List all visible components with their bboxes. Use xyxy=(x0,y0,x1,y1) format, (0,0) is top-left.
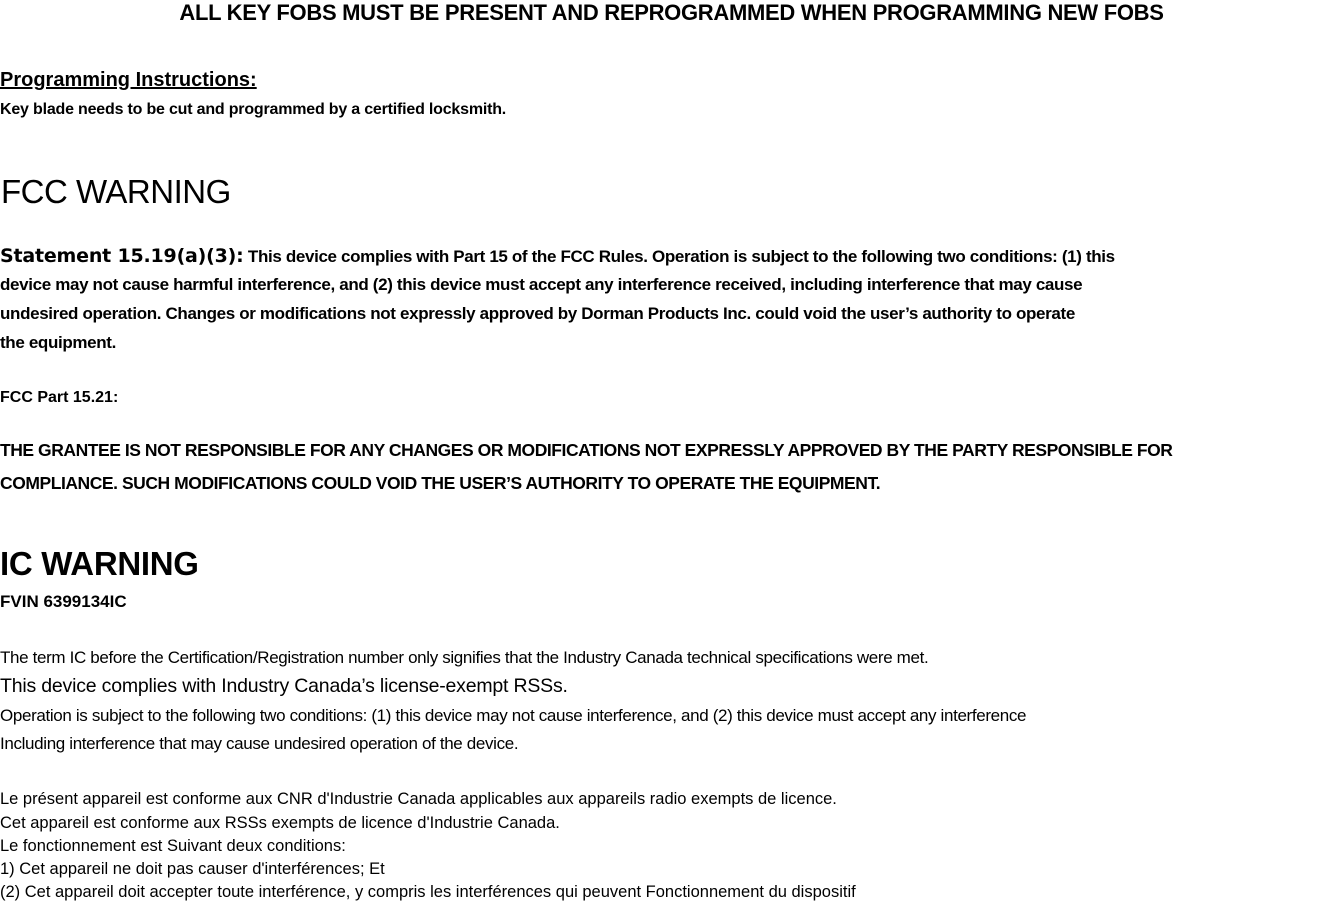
ic-compliance-line: This device complies with Industry Canada’s license-exempt RSSs. xyxy=(0,675,568,697)
french-line: Le fonctionnement est Suivant deux conditions: xyxy=(0,837,346,855)
page-header-notice: ALL KEY FOBS MUST BE PRESENT AND REPROGRAMMED WHEN PROGRAMMING NEW FOBS xyxy=(179,0,1164,25)
ic-term-line: The term IC before the Certification/Registration number only signifies that the Industry Canada technical specifications were met. xyxy=(0,648,929,667)
fcc-statement-line xyxy=(0,245,1115,267)
ic-warning-title: IC WARNING xyxy=(0,545,199,582)
french-line: Le présent appareil est conforme aux CNR d'Industrie Canada applicables aux appareils radio exempts de licence. xyxy=(0,790,837,808)
fcc-part-line: COMPLIANCE. SUCH MODIFICATIONS COULD VOID THE USER’S AUTHORITY TO OPERATE THE EQUIPMENT. xyxy=(0,473,881,493)
fcc-warning-title: FCC WARNING xyxy=(1,173,231,210)
programming-instructions-heading: Programming Instructions: xyxy=(0,69,257,91)
programming-instruction-text: Key blade needs to be cut and programmed by a certified locksmith. xyxy=(0,101,507,118)
french-line: 1) Cet appareil ne doit pas causer d'interférences; Et xyxy=(0,860,385,878)
fcc-statement-text: This device complies with Part 15 of the FCC Rules. Operation is subject to the following two conditions: (1) this xyxy=(243,247,1115,266)
french-line: (2) Cet appareil doit accepter toute interférence, y compris les interférences qui peuvent Fonctionnement du dispositif xyxy=(0,883,856,901)
fcc-part-label: FCC Part 15.21: xyxy=(0,389,119,406)
fcc-statement-label: Statement 15.19(a)(3): xyxy=(0,245,244,267)
ic-operation-line: Operation is subject to the following two conditions: (1) this device may not cause interference, and (2) this device must accept any interference xyxy=(0,706,1027,725)
fcc-part-line: THE GRANTEE IS NOT RESPONSIBLE FOR ANY CHANGES OR MODIFICATIONS NOT EXPRESSLY APPROVED BY THE PARTY RESPONSIBLE FOR xyxy=(0,440,1173,460)
french-line: Cet appareil est conforme aux RSSs exempts de licence d'Industrie Canada. xyxy=(0,814,560,832)
fcc-statement-line: the equipment. xyxy=(0,333,116,352)
fvin-number: FVIN 6399134IC xyxy=(0,592,127,611)
ic-operation-line: Including interference that may cause undesired operation of the device. xyxy=(0,734,519,753)
fcc-statement-line: undesired operation. Changes or modifications not expressly approved by Dorman Products Inc. could void the user’s authority to operate xyxy=(0,304,1075,323)
fcc-statement-line: device may not cause harmful interference, and (2) this device must accept any interference received, including interference that may cause xyxy=(0,275,1083,294)
